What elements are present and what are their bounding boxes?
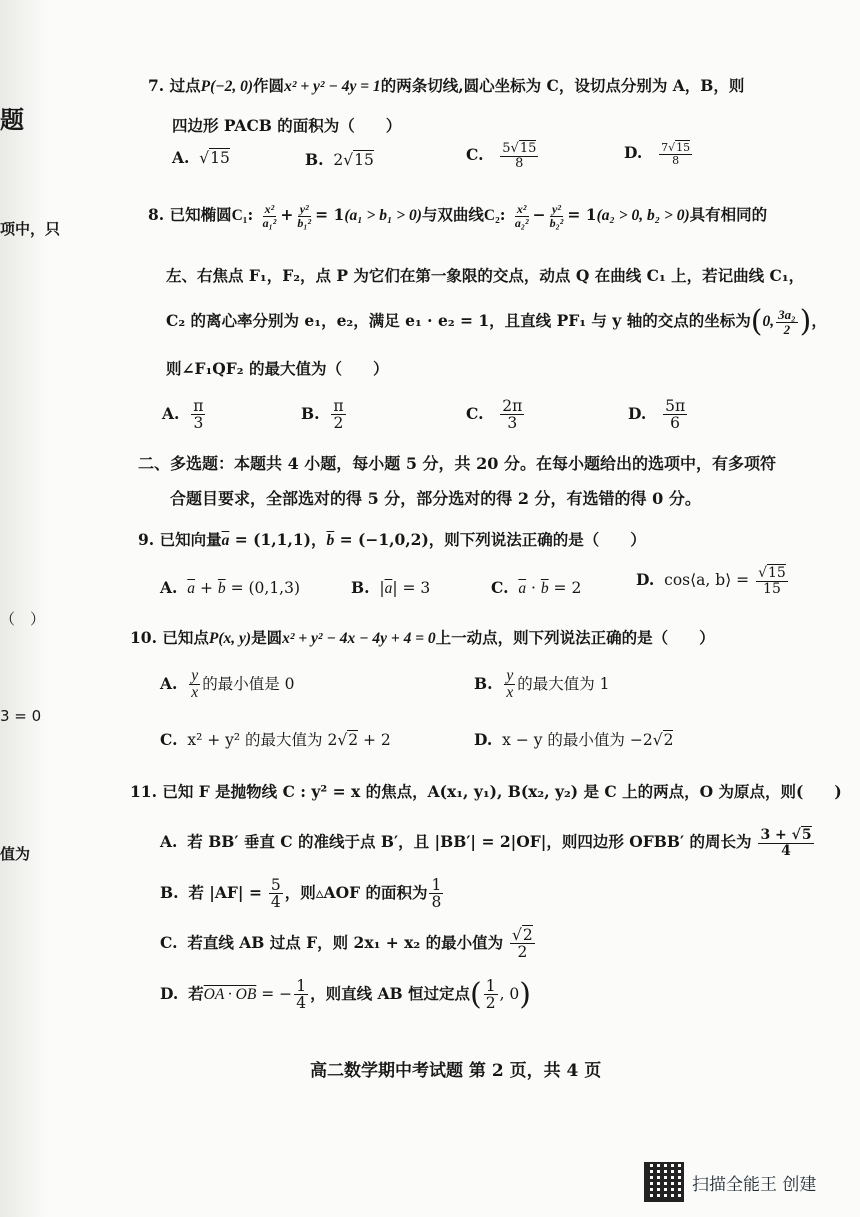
q7-option-a: A. √15 — [172, 148, 230, 167]
left-fragment-3: 3 = 0 — [0, 707, 42, 725]
qr-code-icon — [644, 1162, 684, 1202]
q7-option-c: C. $\frac{5√15}{8}$ — [466, 141, 537, 171]
q11-option-a: A. 若 BB′ 垂直 C 的准线于点 B′，且 |BB′| = 2|OF|，则四边形 OFBB′ 的周长为 $\frac{3 + √5}{4}$ — [160, 827, 812, 859]
q8-option-c: C. $\frac{2\pi}{3}$ — [466, 397, 523, 433]
q9-option-b: B. $|\overline{a}| = 3$ — [351, 578, 431, 597]
q7-option-b: B. 2√15 — [305, 150, 374, 169]
left-fragment-2: （ ） — [0, 610, 46, 628]
q8-line3: C₂ 的离心率分别为 e₁，e₂，满足 e₁ · e₂ = 1，且直线 PF₁ 与 y 轴的交点的坐标为(0, $\frac{\text{3a₂}}{2}$ )， — [166, 304, 827, 339]
q9-option-c: C. $\overline{a} \cdot \overline{b} = 2$ — [491, 578, 582, 597]
q9-stem: 9. 已知向量$\overline{a} = (1,1,1)$，$\overline{b} = (-1,0,2)$，则下列说法正确的是（ ） — [138, 530, 646, 549]
q8-number: 8. — [148, 205, 165, 225]
q7-option-d: D. $\frac{7√15}{8}$ — [624, 141, 691, 167]
q10-option-a: A. $\frac{y}{x}$ 的最小值是 0 — [160, 667, 295, 702]
q8-line1: 8. 已知椭圆C₁: $\frac{\text{x²}}{\text{a₁²}}$ + $\frac{\text{y²}}{\text{b₁²}}$ = 1(a₁ > b₁ > 0)与双曲线C₂: $\frac{\text{x²}}{\text{a₂²}}$ − $\frac{\text{y²}}{\text{b₂²}}$ = 1(a₂ > 0, b₂ > 0)具有相同的 — [148, 202, 768, 230]
q10-option-c: C. x² + y² 的最大值为 2√2 + 2 — [160, 730, 391, 749]
q10-option-b: B. $\frac{y}{x}$ 的最大值为 1 — [474, 667, 610, 702]
q7-line1: 7. 过点P(−2, 0)作圆x² + y² − 4y = 1的两条切线,圆心坐标为 C，设切点分别为 A，B，则 — [148, 76, 745, 95]
section2-heading-line1: 二、多选题：本题共 4 小题，每小题 5 分，共 20 分。在每小题给出的选项中，有多项符 — [138, 454, 776, 473]
q11-number: 11. — [130, 782, 157, 801]
section2-heading-line2: 合题目要求，全部选对的得 5 分，部分选对的得 2 分，有选错的得 0 分。 — [170, 489, 701, 508]
q8-option-a: A. $\frac{\pi}{3}$ — [162, 397, 204, 433]
q11-option-c: C. 若直线 AB 过点 F，则 2x₁ + x₂ 的最小值为 $\frac{√2}{2}$ — [160, 926, 533, 962]
q9-option-d: D. cos⟨a, b⟩ = $\frac{√15}{15}$ — [636, 565, 786, 597]
left-fragment-4: 值为 — [0, 845, 31, 863]
q7-line2: 四边形 PACB 的面积为（ ） — [172, 116, 402, 135]
page-footer: 高二数学期中考试题 第 2 页，共 4 页 — [310, 1061, 602, 1081]
q10-option-d: D. x − y 的最小值为 −2√2 — [474, 730, 674, 749]
q11-stem: 11. 已知 F 是抛物线 C : y² = x 的焦点，A(x₁, y₁), B(x₂, y₂) 是 C 上的两点，O 为原点，则( ) — [130, 782, 842, 801]
q8-option-b: B. $\frac{\pi}{2}$ — [301, 397, 344, 433]
q8-option-d: D. $\frac{5\pi}{6}$ — [628, 397, 686, 433]
left-fragment-1: 项中，只 — [0, 220, 61, 238]
q10-number: 10. — [130, 628, 157, 647]
q10-stem: 10. 已知点P(x, y)是圆x² + y² − 4x − 4y + 4 = 0上一动点，则下列说法正确的是（ ） — [130, 628, 715, 647]
q8-line4: 则∠F₁QF₂ 的最大值为（ ） — [166, 359, 389, 378]
scanner-watermark: 扫描全能王 创建 — [692, 1175, 817, 1195]
q7-number: 7. — [148, 76, 165, 95]
q8-line2: 左、右焦点 F₁，F₂，点 P 为它们在第一象限的交点，动点 Q 在曲线 C₁ 上，若记曲线 C₁， — [166, 266, 805, 285]
q11-option-b: B. 若 |AF| = $\frac{5}{4}$ ，则▵AOF 的面积为 $\frac{1}{8}$ — [160, 876, 442, 912]
q11-option-d: D. 若OA · OB = − $\frac{1}{4}$ ，则直线 AB 恒过定点( $\frac{1}{2}$ , 0) — [160, 976, 532, 1013]
q9-option-a: A. $\overline{a} + \overline{b} = (0,1,3)$ — [160, 578, 301, 597]
left-fragment-title: 题 — [0, 105, 24, 134]
q9-number: 9. — [138, 530, 155, 549]
